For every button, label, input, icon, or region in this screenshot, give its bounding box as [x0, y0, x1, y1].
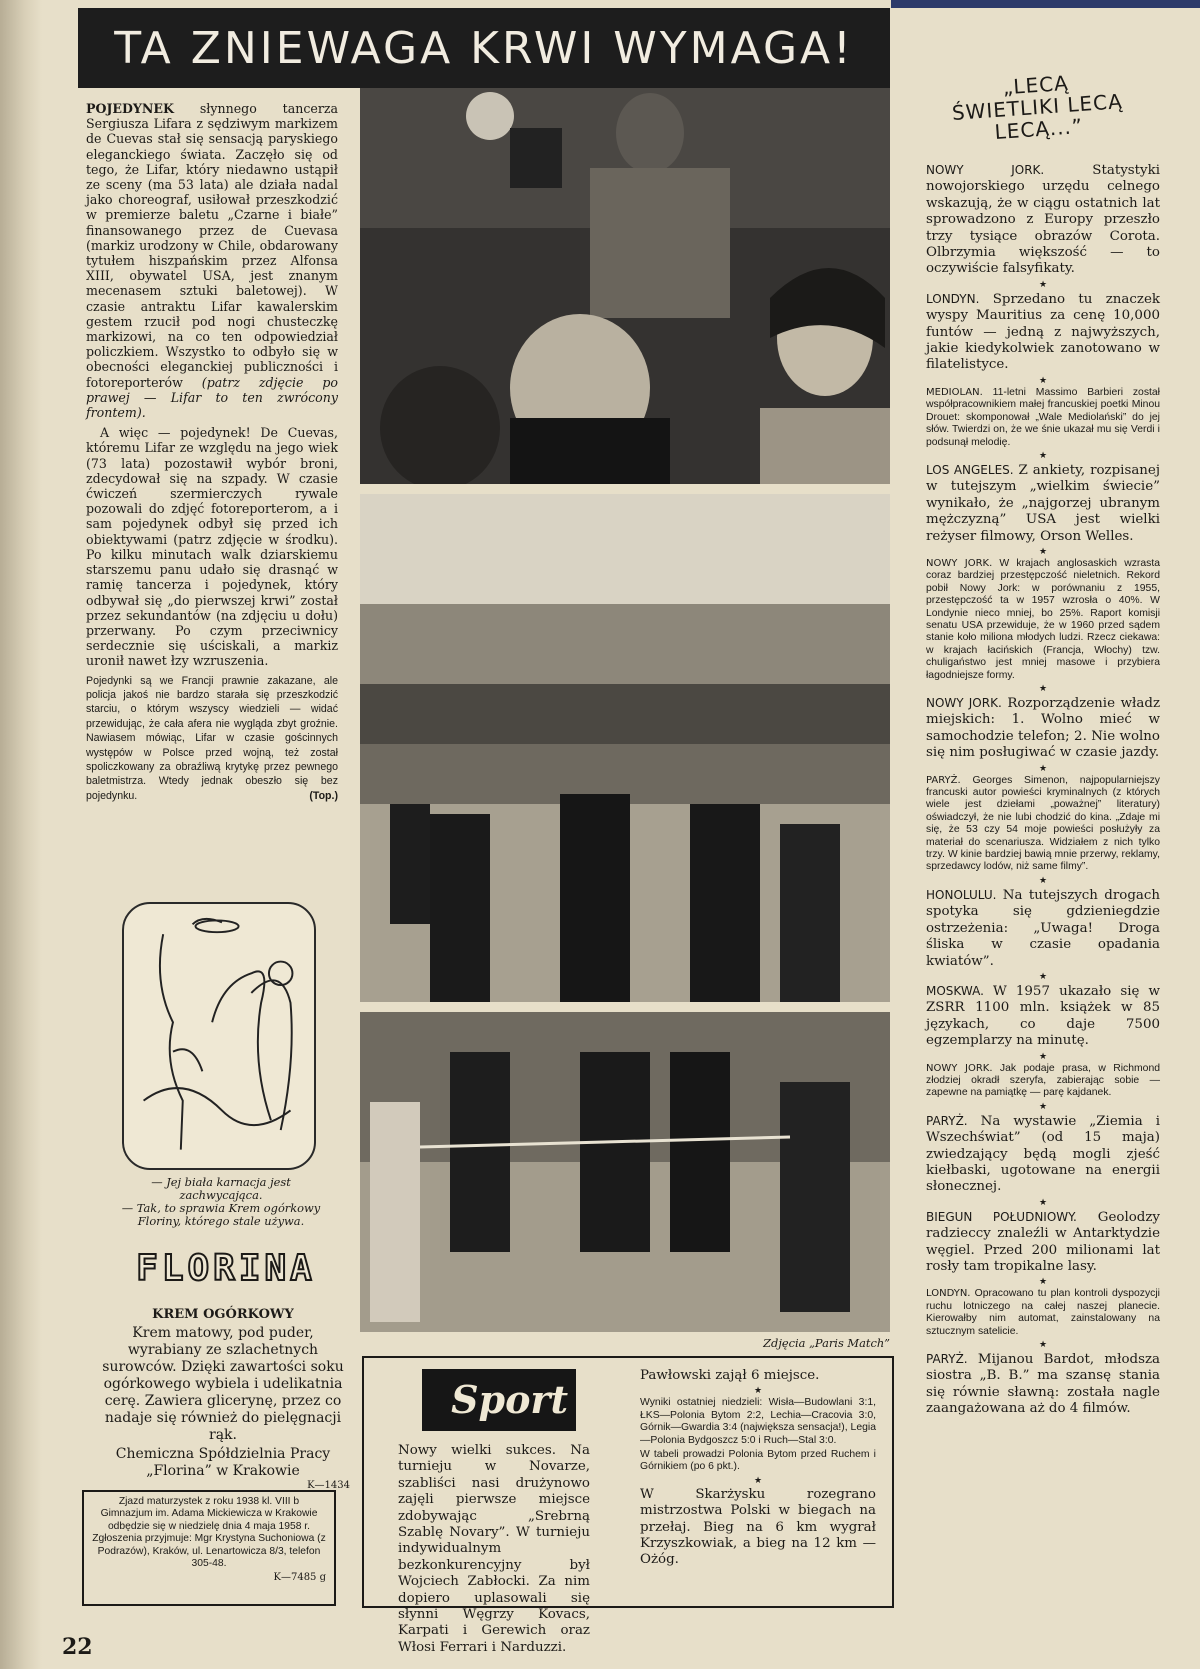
news-item-place: NOWY JORK. [926, 163, 1045, 177]
news-item-text: Rozporządzenie władz miejskich: 1. Wolno mieć w samochodzie telefon; 2. Nie wolno się nim posługiwać w czasie jazdy. [926, 696, 1160, 761]
florina-ad-maker-2: „Florina” w Krakowie [146, 1463, 300, 1479]
news-item [926, 1063, 1160, 1100]
news-item [926, 695, 1160, 762]
news-item-text: W 1957 ukazało się w ZSRR 1100 mln. książek w 85 językach, co daje 7500 egzemplarzy na minutę. [926, 983, 1160, 1049]
news-item-text: Jak podaje prasa, w Richmond złodziej okradł szeryfa, zabierając sobie — zapewne na pamiątkę — parę kajdanek. [926, 1062, 1160, 1099]
news-separator-star: ★ [1038, 450, 1048, 461]
photo-duel-illustration [360, 494, 890, 1002]
news-separator-star: ★ [1038, 875, 1048, 886]
news-item-text: Opracowano tu plan kontroli dyspozycji ruchu lotniczego na całej naszej planecie. Kierowałby nim automat, zainstalowany na sztucznym satelicie. [926, 1288, 1160, 1337]
article-signature: (Top.) [309, 789, 338, 802]
news-item-text: Statystyki nowojorskiego urzędu celnego wskazują, że w ciągu ostatnich lat sprowadzono z Europy przeszło trzy tysiące obrazów Corota. Olbrzymia większość — to oczywiście falsyfikaty. [926, 163, 1160, 277]
news-item-text: Na tutejszych drogach spotyka się gdzieniegdzie ostrzeżenia: „Uwaga! Droga śliska w czasie opadania kwiatów”. [926, 887, 1160, 969]
news-item [926, 1113, 1160, 1196]
news-separator-star: ★ [1038, 1277, 1048, 1288]
news-item-text: Georges Simenon, najpopularniejszy francuski autor powieści kryminalnych (z których wiele jest dziełami „poważnej” literatury) oświadczył, że nie lubi chodzić do kina. „Zdaje mi się, że 53 czy 54 moje powieści posłużyły za materiał do scenariusza. Widziałem z nich tylko trzy. W kinie bardziej bawią mnie przerwy, reklamy, sprzedawcy lodów, niż same filmy”. [926, 774, 1160, 873]
news-item [926, 291, 1160, 374]
sport-column-2 [640, 1368, 876, 1571]
news-separator-star: ★ [1038, 1051, 1048, 1062]
news-item-text: Geolodzy radzieccy znaleźli w Antarktydzie węgiel. Przed 200 milionami lat rosły tam tropikalne lasy. [926, 1209, 1160, 1274]
news-separator-star: ★ [1038, 375, 1048, 386]
photo-duel-fight [360, 494, 890, 1002]
news-item [926, 1209, 1160, 1276]
sport-results: Wyniki ostatniej niedzieli: Wisła—Budowlani 3:1, ŁKS—Polonia Bytom 2:2, Lechia—Cracovia 3:0, Górnik—Gwardia 3:4 (największa sensacja!), Legia—Polonia Bydgoszcz 5:0 i Ruch—Stal 3:0. [640, 1397, 876, 1446]
page-number: 22 [62, 1634, 93, 1660]
news-item-place: BIEGUN POŁUDNIOWY. [926, 1209, 1077, 1224]
florina-ad-text: Krem matowy, pod puder, wyrabiany ze szlachetnych surowców. Dzięki zawartości soku ogórkowego wybiela i udelikatnia cerę. Zawiera glicerynę, przez co nadaje się również do pielęgnacji rąk. [102, 1325, 344, 1443]
sport-column-1 [398, 1443, 590, 1658]
news-item-place: LONDYN. [926, 1288, 971, 1300]
reunion-notice-box [82, 1490, 336, 1606]
photo-theatre-slap [360, 88, 890, 484]
news-item-text: 11-letni Massimo Barbieri został współpracownikiem małej francuskiej poetki Minou Drouet: skomponował „Wale Mediolański” do jej słów. Twierdzi on, że we śnie ukazał mu się Verdi i podsunął melodię. [926, 386, 1160, 448]
news-item-place: PARYŻ. [926, 1352, 968, 1367]
news-item-place: LONDYN. [926, 291, 980, 306]
news-item [926, 887, 1160, 970]
florina-ad-code: K—1434 [307, 1480, 350, 1491]
sport-pawlowski: Pawłowski zajął 6 miejsce. [640, 1368, 820, 1383]
sport-separator-star: ★ [753, 1386, 763, 1397]
news-handwritten-headline: „LECĄ ŚWIETLIKI LECĄ LECĄ...” [951, 70, 1124, 145]
news-separator-star: ★ [1038, 1340, 1048, 1351]
article-paragraph-1 [86, 101, 338, 420]
news-separator-star: ★ [1038, 546, 1048, 557]
news-separator-star: ★ [1038, 971, 1048, 982]
reunion-notice-code: K—7485 g [273, 1572, 326, 1584]
article-paragraph-1-text: słynnego tancerza Sergiusza Lifara z sędziwym markizem de Cuevas stał się sensacją paryskiego eleganckiego świata. Zaczęło się od tego, że Lifar, który niedawno ustąpił ze sceny (ma 53 lata) ale działa nadal jako choreograf, usiłował przeszkodzić w premierze baletu „Czarne i białe” finansowanego przez de Cuevasa (markiz urodzony w Chile, obdarowany tytułem hiszpańskim przez Alfonsa XIII, obywatel USA, jest znanym mecenasem sztuki baletowej). W czasie antraktu Lifar kawalerskim gestem rzucił pod nogi chusteczkę markizowi, na co ten odpowiedział policzkiem. Wszystko to odbyło się w obecności eleganckiej publiczności i fotoreporterów [86, 101, 338, 390]
news-separator-star: ★ [1038, 1197, 1048, 1208]
news-separator-star: ★ [1038, 684, 1048, 694]
news-item-place: HONOLULU. [926, 887, 997, 902]
news-item-text: W krajach anglosaskich wzrasta coraz bardziej przestępczość nieletnich. Rekord pobił Nowy Jork: w porównaniu z 1955, przestępczość ta w 1957 wzrosła o 40%. W Londynie nieco mniej, bo 25%. Raport komisji senatu USA przewiduje, że w 1960 przed sądem stanie koło miliona młodych ludzi. Rzecz ciekawa: w krajach łacińskich (Francja, Włochy) tzw. chuligaństwo jest mniej masowe i przybiera łagodniejsze formy. [926, 557, 1160, 681]
article-column [86, 101, 338, 808]
news-item-place: NOWY JORK. [926, 696, 1002, 710]
cartoon-caption-line1: — Jej biała karnacja jest zachwycająca. [151, 1175, 291, 1202]
sport-cross-country: W Skarżysku rozegrano mistrzostwa Polski w biegach na przełaj. Bieg na 6 km wygrał Krzyszkowiak, a bieg na 12 km — Ożóg. [640, 1486, 876, 1568]
news-item [926, 387, 1160, 449]
news-column [926, 162, 1160, 1420]
news-item-place: MOSKWA. [926, 983, 984, 998]
article-headline: TA ZNIEWAGA KRWI WYMAGA! [78, 8, 890, 88]
news-item [926, 1288, 1160, 1338]
news-separator-star: ★ [1038, 1101, 1048, 1112]
news-item-text: Mijanou Bardot, młodsza siostra „B. B.” ma szansę stania się równie sławną: została nagle zaangażowana aż do 4 filmów. [926, 1352, 1160, 1417]
sport-separator-star: ★ [753, 1475, 763, 1486]
florina-ad-heading: KREM OGÓRKOWY [152, 1307, 294, 1322]
news-item [926, 775, 1160, 874]
florina-ad-maker-1: Chemiczna Spółdzielnia Pracy [115, 1446, 331, 1462]
news-item [926, 1351, 1160, 1418]
news-item [926, 162, 1160, 278]
news-item [926, 462, 1160, 545]
news-item-text: Na wystawie „Ziemia i Wszechświat” (od 15 maja) zwiedzający będą mogli zjeść kiełbaski, ugotowane na energii słonecznej. [926, 1113, 1160, 1195]
news-separator-star: ★ [1038, 763, 1048, 774]
florina-logo: FLORINA [136, 1248, 316, 1289]
article-lead-word: POJEDYNEK [86, 101, 174, 116]
news-item-place: LOS ANGELES. [926, 462, 1014, 477]
article-paragraph-3 [86, 674, 338, 804]
photo-seconds-illustration [360, 1012, 890, 1332]
florina-ad [96, 1306, 350, 1492]
sport-table: W tabeli prowadzi Polonia Bytom przed Ruchem i Górnikiem (po 6 pkt.). [640, 1449, 876, 1473]
cartoon-caption-line2: — Tak, to sprawia Krem ogórkowy Floriny, którego stale używa. [121, 1201, 321, 1228]
news-item-place: NOWY JORK. [926, 1062, 993, 1074]
page-spine-shadow [0, 0, 42, 1669]
sport-column-1-text: Nowy wielki sukces. Na turnieju w Novarze, szabliści nasi drużynowo zajęli pierwsze miejsce zdobywając „Srebrną Szablę Novary”. W turnieju indywidualnym bezkonkurencyjny był Wojciech Zabłocki. Za nim dopiero uplasowali się słynni Węgrzy Kovacs, Karpati i Gerewich oraz Włosi Ferrari i Narduzzi. [398, 1443, 590, 1655]
news-item-place: NOWY JORK. [926, 557, 993, 569]
news-item [926, 983, 1160, 1050]
article-paragraph-1-italic: (patrz zdjęcie po prawej — Lifar to ten zwrócony frontem). [86, 374, 338, 421]
photo-duel-stopped [360, 1012, 890, 1332]
article-paragraph-3-text: Pojedynki są we Francji prawnie zakazane, ale policja jakoś nie bardzo starała się przeszkodzić starciu, o którym wszyscy wiedzieli — widać przewidując, że cała afera nie wygląda zbyt groźnie. Nawiasem mówiąc, Lifar w czasie gościnnych występów w Polsce przed wojną, też został spoliczkowany za obraźliwą krytykę przez pewnego baletmistrza. Wtedy jednak obeszło się bez pojedynku. [86, 674, 338, 802]
news-item [926, 558, 1160, 682]
news-item-text: Sprzedano tu znaczek wyspy Mauritius za cenę 10,000 funtów — jedną z najwyższych, jakie kiedykolwiek zanotowano w filatelistyce. [926, 291, 1160, 373]
news-item-text: Z ankiety, rozpisanej w tutejszym „wielkim świecie” wynikało, że „najgorzej ubranym mężczyzną” USA jest wielki reżyser filmowy, Orson Welles. [926, 462, 1160, 544]
news-item-place: PARYŻ. [926, 1113, 968, 1128]
cover-edge [891, 0, 1200, 8]
cartoon-figures-illustration [124, 904, 314, 1168]
reunion-notice-text: Zjazd maturzystek z roku 1938 kl. VIII b Gimnazjum im. Adama Mickiewicza w Krakowie odbędzie się w niedzielę dnia 4 maja 1958 r. Zgłoszenia przyjmuje: Mgr Krystyna Suchoniowa (z Podrazów), Kraków, ul. Lenartowicza 8/3, telefon 305-48. [92, 1496, 326, 1570]
cartoon-drawing [122, 902, 316, 1170]
news-item-place: MEDIOLAN. [926, 386, 983, 398]
sport-logo: Sport [422, 1369, 576, 1431]
photo-theatre-illustration [360, 88, 890, 484]
article-paragraph-2: A więc — pojedynek! De Cuevas, któremu Lifar ze względu na jego wiek (73 lata) pozostawił wybór broni, zdecydował się na szpady. W czasie ćwiczeń szermierczych rywale pozowali do zdjęć fotoreporterom, a i sam pojedynek odbył się przed ich obiektywami (patrz zdjęcie w środku). Po kilku minutach walk dziarskiemu starszemu panu udało się drasnąć w ramię tancerza i pojedynek, który odbywał się „do pierwszej krwi” został przez sekundantów (na zdjęciu u dołu) przerwany. Po czym przeciwnicy serdecznie się uściskali, a markiz uronił nawet łzy wzruszenia. [86, 425, 338, 669]
news-separator-star: ★ [1038, 279, 1048, 290]
cartoon-caption [116, 1176, 326, 1228]
photo-credit: Zdjęcia „Paris Match” [763, 1336, 890, 1350]
news-item-place: PARYŻ. [926, 774, 961, 786]
